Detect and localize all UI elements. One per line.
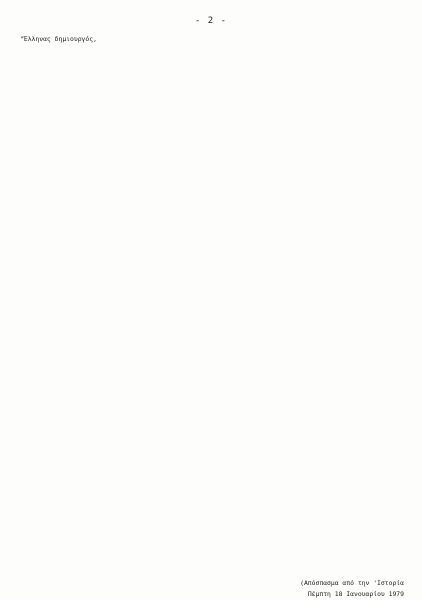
text-line — [20, 539, 404, 549]
text-line — [20, 477, 404, 487]
text-line — [20, 219, 404, 229]
text-line — [20, 425, 404, 435]
text-line — [20, 44, 404, 54]
text-line — [20, 394, 404, 404]
body-text — [20, 34, 404, 580]
text-line — [20, 518, 404, 528]
text-line — [20, 549, 404, 559]
text-line — [20, 374, 404, 384]
text-line — [20, 487, 404, 497]
text-line — [20, 271, 404, 281]
text-line — [20, 291, 404, 301]
text-line — [20, 55, 404, 65]
text-line — [20, 446, 404, 456]
page-number: - 2 - — [194, 16, 228, 26]
text-line — [20, 415, 404, 425]
text-line — [20, 333, 404, 343]
footer-source-text: (Απόσπασμα από την 'Ιστορία — [300, 579, 404, 587]
text-line — [20, 75, 404, 85]
text-line — [20, 188, 404, 198]
text-line — [20, 261, 404, 271]
text-line — [20, 178, 404, 188]
text-line — [20, 158, 404, 168]
text-line — [20, 353, 404, 363]
text-line — [20, 127, 404, 137]
text-line — [20, 364, 404, 374]
text-line — [20, 85, 404, 95]
footer-line — [20, 579, 404, 609]
text-line — [20, 147, 404, 157]
text-line — [20, 322, 404, 332]
text-line — [20, 250, 404, 260]
text-line — [20, 405, 404, 415]
text-line — [20, 240, 404, 250]
text-line — [20, 230, 404, 240]
text-line — [20, 106, 404, 116]
text-line — [20, 312, 404, 322]
text-line — [20, 343, 404, 353]
text-line — [20, 466, 404, 476]
text-line — [20, 302, 404, 312]
text-line — [20, 384, 404, 394]
text-line — [20, 508, 404, 518]
text-line — [20, 65, 404, 75]
text-line — [20, 497, 404, 507]
text-line — [20, 209, 404, 219]
text-line — [20, 281, 404, 291]
text-line: "Έλληνας δημιουργός, — [20, 35, 97, 43]
footer-issue-date: Πέμπτη 18 Ιανουαρίου 1979 — [307, 590, 404, 598]
text-line — [20, 116, 404, 126]
text-line — [20, 436, 404, 446]
text-line — [20, 96, 404, 106]
text-line — [20, 137, 404, 147]
text-line — [20, 168, 404, 178]
text-line — [20, 199, 404, 209]
text-line — [20, 456, 404, 466]
text-line — [20, 528, 404, 538]
